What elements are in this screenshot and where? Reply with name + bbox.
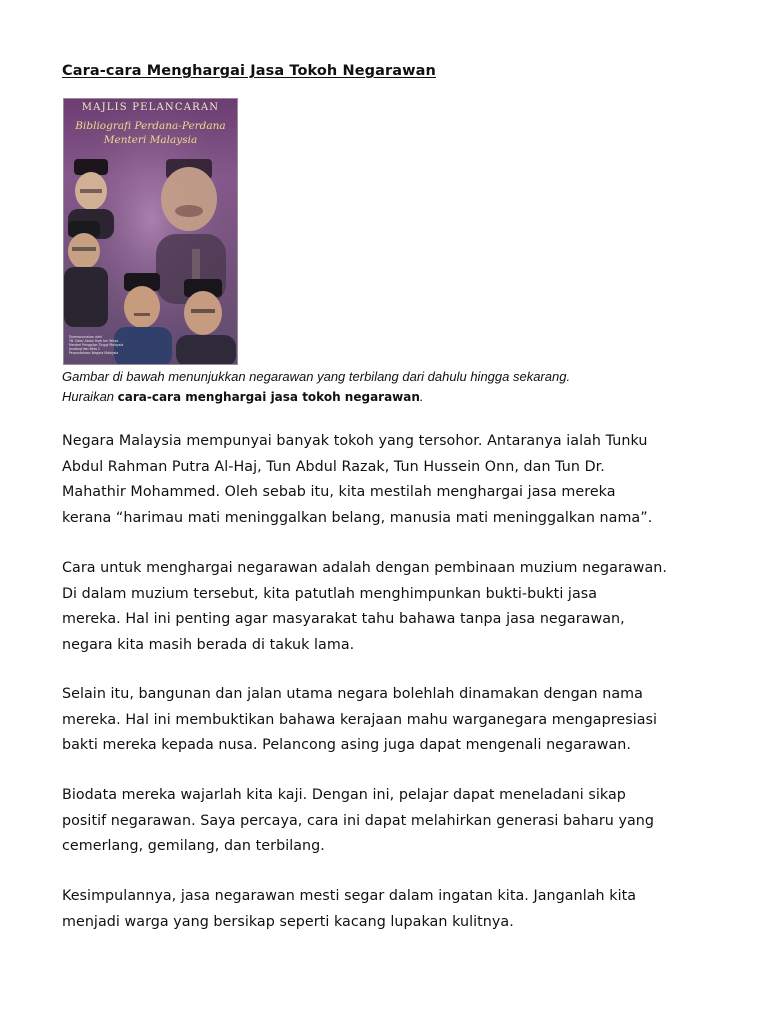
caption-prefix: Huraikan xyxy=(62,389,118,404)
poster-credit-line: Disempurnakan oleh xyxy=(69,335,102,339)
paragraph-line: Kesimpulannya, jasa negarawan mesti segar dalam ingatan kita. Janganlah kita xyxy=(62,888,637,904)
caption-emphasis: cara-cara menghargai jasa tokoh negarawan xyxy=(117,390,420,404)
caption-line: Gambar di bawah menunjukkan negarawan yang terbilang dari dahulu hingga sekarang. xyxy=(62,369,571,384)
poster-subtitle xyxy=(68,119,233,147)
paragraph-line: menjadi warga yang bersikap seperti kacang lupakan kulitnya. xyxy=(62,913,514,930)
poster-credit-line: Jeudong'ilan Beta 2 xyxy=(69,347,100,351)
paragraph-line: Abdul Rahman Putra Al-Haj, Tun Abdul Razak, Tun Hussein Onn, dan Tun Dr. xyxy=(62,458,605,475)
paragraph-line: Biodata mereka wajarlah kita kaji. Dengan ini, pelajar dapat meneladani sikap xyxy=(62,787,626,803)
paragraph-biodata xyxy=(62,783,742,860)
paragraph-conclusion xyxy=(62,884,742,935)
paragraph-line: Negara Malaysia mempunyai banyak tokoh yang tersohor. Antaranya ialah Tunku xyxy=(62,433,648,449)
paragraph-line: Di dalam muzium tersebut, kita patutlah menghimpunkan bukti-bukti jasa xyxy=(62,585,598,602)
paragraph-intro xyxy=(62,429,742,531)
poster-subtitle-line: Bibliografi Perdana-Perdana xyxy=(75,120,226,132)
poster-credit-line: YB. Dato' Abdul Hadi bin Yahya xyxy=(69,339,119,343)
paragraph-line: Mahathir Mohammed. Oleh sebab itu, kita mestilah menghargai jasa mereka xyxy=(62,484,616,500)
paragraph-line: mereka. Hal ini penting agar masyarakat tahu bahawa tanpa jasa negarawan, xyxy=(62,611,625,627)
caption-line xyxy=(62,387,702,407)
poster-subtitle-line: Menteri Malaysia xyxy=(103,134,198,146)
poster-image xyxy=(63,98,238,365)
paragraph-naming xyxy=(62,682,742,759)
image-caption xyxy=(62,367,702,407)
paragraph-line: bakti mereka kepada nusa. Pelancong asing juga dapat mengenali negarawan. xyxy=(62,737,631,753)
caption-suffix: . xyxy=(419,389,424,404)
paragraph-museum xyxy=(62,556,742,658)
document-title: Cara-cara Menghargai Jasa Tokoh Negarawan xyxy=(62,63,436,79)
poster-credit-line: Perpustakaan Negara Malaysia xyxy=(69,351,119,355)
paragraph-line: cemerlang, gemilang, dan terbilang. xyxy=(62,838,325,854)
paragraph-line: Cara untuk menghargai negarawan adalah dengan pembinaan muzium negarawan. xyxy=(62,560,667,576)
paragraph-line: positif negarawan. Saya percaya, cara ini dapat melahirkan generasi baharu yang xyxy=(62,812,655,829)
paragraph-line: negara kita masih berada di takuk lama. xyxy=(62,636,355,653)
poster-header: MAJLIS PELANCARAN xyxy=(81,102,220,113)
paragraph-line: kerana “harimau mati meninggalkan belang, manusia mati meninggalkan nama”. xyxy=(62,509,653,526)
poster-credits xyxy=(69,335,124,355)
paragraph-line: mereka. Hal ini membuktikan bahawa kerajaan mahu warganegara mengapresiasi xyxy=(62,711,658,728)
paragraph-line: Selain itu, bangunan dan jalan utama negara bolehlah dinamakan dengan nama xyxy=(62,686,643,702)
poster-credit-line: Menteri Pengajian Tinggi Malaysia xyxy=(69,343,124,347)
